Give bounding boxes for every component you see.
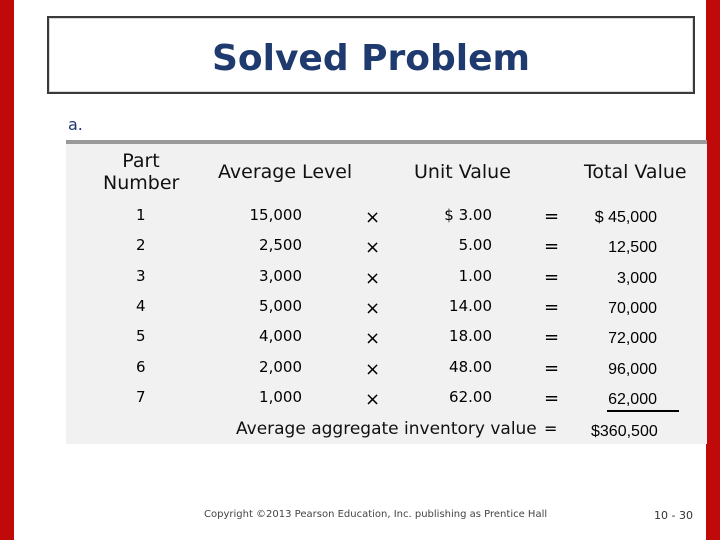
times-operator: × bbox=[365, 297, 381, 319]
copyright-footer: Copyright ©2013 Pearson Education, Inc. publishing as Prentice Hall bbox=[204, 509, 548, 520]
times-operator: × bbox=[365, 388, 381, 410]
cell-level: 5,000 bbox=[259, 296, 302, 315]
cell-part: 3 bbox=[136, 266, 146, 285]
part-label: a. bbox=[68, 115, 83, 134]
cell-part: 4 bbox=[136, 296, 146, 315]
table-top-border bbox=[66, 140, 707, 144]
equals-operator: = bbox=[544, 206, 560, 227]
cell-level: 4,000 bbox=[259, 327, 302, 346]
equals-operator: = bbox=[544, 296, 560, 318]
times-operator: × bbox=[365, 328, 381, 350]
cell-part: 5 bbox=[136, 327, 146, 346]
equals-operator: = bbox=[544, 387, 560, 409]
cell-part: 6 bbox=[136, 357, 146, 376]
title-box bbox=[47, 16, 695, 94]
page-number: 10 - 30 bbox=[654, 509, 693, 522]
cell-level: 2,000 bbox=[259, 357, 302, 376]
header-average-level: Average Level bbox=[218, 161, 353, 183]
times-operator: × bbox=[365, 207, 381, 228]
cell-unit: $ 3.00 bbox=[444, 206, 492, 224]
cell-total: $ 45,000 bbox=[594, 209, 657, 226]
cell-unit: 1.00 bbox=[458, 266, 492, 285]
inventory-table bbox=[66, 140, 707, 444]
cell-level: 3,000 bbox=[259, 266, 302, 285]
header-total-value: Total Value bbox=[584, 161, 687, 183]
cell-total: 62,000 bbox=[608, 390, 657, 408]
equals-operator: = bbox=[544, 357, 560, 379]
header-part-line2: Number bbox=[103, 172, 180, 194]
cell-unit: 62.00 bbox=[449, 387, 492, 406]
cell-part: 7 bbox=[136, 387, 146, 406]
cell-total: 3,000 bbox=[616, 269, 657, 287]
equals-operator: = bbox=[544, 266, 560, 288]
cell-total: 12,500 bbox=[608, 239, 657, 257]
cell-total: 72,000 bbox=[608, 330, 657, 348]
header-part-number bbox=[103, 150, 179, 194]
cell-level: 15,000 bbox=[249, 206, 302, 224]
summary-equals: = bbox=[544, 419, 558, 438]
cell-level: 2,500 bbox=[259, 236, 302, 255]
equals-operator: = bbox=[544, 327, 560, 349]
times-operator: × bbox=[365, 358, 381, 380]
header-unit-value: Unit Value bbox=[414, 161, 511, 183]
cell-part: 1 bbox=[136, 206, 146, 224]
cell-total: 96,000 bbox=[608, 360, 657, 378]
cell-level: 1,000 bbox=[259, 387, 302, 406]
cell-unit: 14.00 bbox=[449, 296, 492, 315]
cell-unit: 18.00 bbox=[449, 327, 492, 346]
cell-unit: 5.00 bbox=[458, 236, 492, 255]
cell-unit: 48.00 bbox=[449, 357, 492, 376]
times-operator: × bbox=[365, 267, 381, 289]
cell-total: 70,000 bbox=[608, 299, 657, 317]
slide bbox=[14, 0, 706, 540]
equals-operator: = bbox=[544, 236, 560, 258]
cell-part: 2 bbox=[136, 236, 146, 255]
times-operator: × bbox=[365, 237, 381, 259]
summary-total: $360,500 bbox=[591, 423, 658, 440]
slide-title: Solved Problem bbox=[211, 38, 531, 79]
header-part-line1: Part bbox=[122, 150, 160, 172]
summary-label: Average aggregate inventory value bbox=[236, 419, 537, 439]
total-underline bbox=[607, 410, 679, 412]
